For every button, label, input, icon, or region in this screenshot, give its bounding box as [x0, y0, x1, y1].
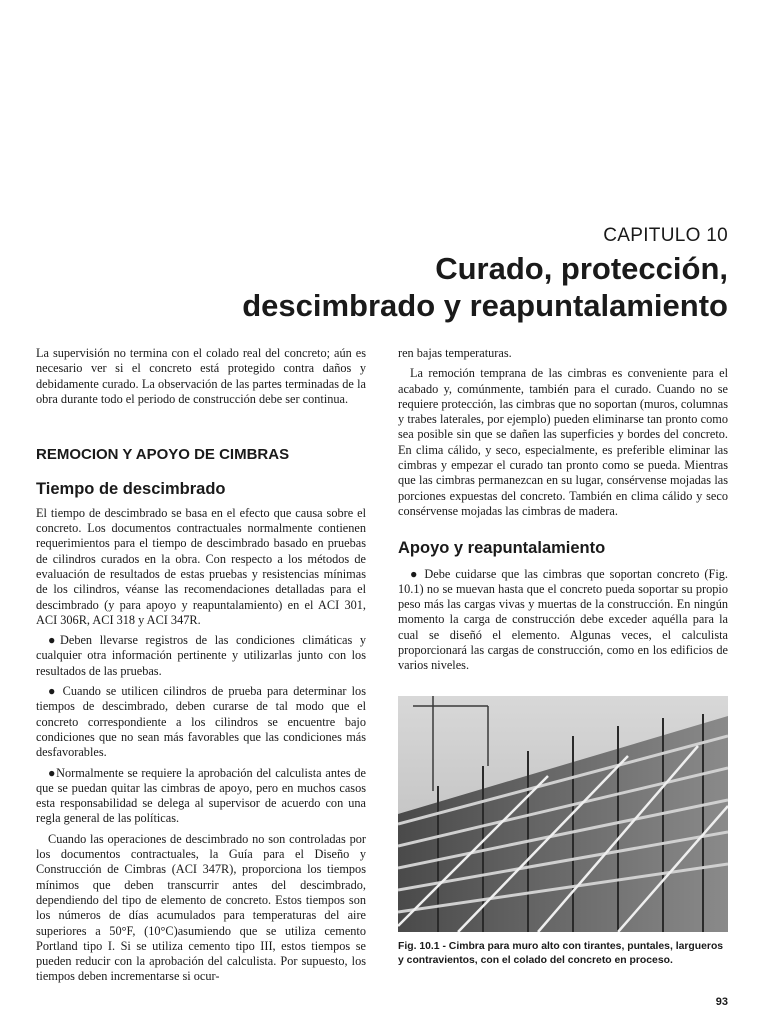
paragraph: La remoción temprana de las cimbras es conveniente para el acabado y, comúnmente, también para el curado. Cuando no se requiere protección, las cimbras que no soportan (muros, columnas y trabes laterales, por ejemplo) pueden eliminarse tan pronto como sea posible sin que se dañen las superficies y bordes del concreto. En clima cálido, y seco, especialmente, es preferible eliminar las cimbras y empezar el curado tan pronto como se pueda. Mientras que las cimbras permanezcan en su lugar, consérvense mojadas las porciones expuestas del concreto. También en clima cálido y seco consérvense mojadas las cimbras de madera.	[398, 366, 728, 518]
subheading-apoyo: Apoyo y reapuntalamiento	[398, 539, 606, 558]
figure-caption: Fig. 10.1 - Cimbra para muro alto con tirantes, puntales, largueros y contravientos, con el colado del concreto en proceso.	[398, 941, 724, 966]
formwork-photo-illustration	[398, 696, 728, 932]
figure-photo	[398, 696, 728, 932]
chapter-title-line-1: Curado, protección,	[435, 251, 728, 286]
bullet-paragraph: ● Cuando se utilicen cilindros de prueba para determinar los tiempos de descimbrado, deben curarse de tal modo que el concreto correspondiente a los cilindros se encuentre bajo condiciones que no sean más favorables que las condiciones más desfavorables.	[36, 684, 366, 760]
left-column	[36, 346, 366, 985]
bullet-paragraph: ● Debe cuidarse que las cimbras que soportan concreto (Fig. 10.1) no se muevan hasta que el concreto pueda soportar su propio peso más las cargas vivas y muertas de la construcción. En ningún momento la carga de construcción debe exceder aquélla para la cual se diseñó el elemento. Algunas veces, el calculista proporcionará las cargas de construcción, como en los edificios de varios niveles.	[398, 566, 728, 673]
chapter-title	[128, 250, 728, 324]
subheading-descimbrado: Tiempo de descimbrado	[36, 480, 226, 499]
bullet-paragraph: ●Normalmente se requiere la aprobación del calculista antes de que se puedan quitar las cimbras de apoyo, pero en muchos casos esta responsabilidad se delega al supervisor de acuerdo con una regla general de las políticas.	[36, 765, 366, 826]
bullet-paragraph: ●Deben llevarse registros de las condiciones climáticas y cualquier otra información pertinente y utilizarlas junto con los resultados de las pruebas.	[36, 633, 366, 678]
paragraph: El tiempo de descimbrado se basa en el efecto que causa sobre el concreto. Los documentos contractuales normalmente contienen requerimientos para el tiempo de descimbrado basado en pruebas de cilindros curados en la obra. Con respecto a los métodos de evaluación de resultados de estas pruebas y resistencias mínimas de los cilindros, véanse las recomendaciones detalladas para el descimbrado (y para apoyo y reapuntalamiento) en el ACI 301, ACI 306R, ACI 318 y ACI 347R.	[36, 505, 366, 627]
intro-paragraph: La supervisión no termina con el colado real del concreto; aún es necesario ver si el concreto está protegido contra daños y debidamente curado. La observación de las partes terminadas de la obra durante todo el periodo de construcción debe ser continua.	[36, 346, 366, 406]
chapter-title-line-2: descimbrado y reapuntalamiento	[242, 288, 728, 323]
section-heading: REMOCION Y APOYO DE CIMBRAS	[36, 446, 290, 464]
chapter-label: CAPITULO 10	[603, 225, 728, 246]
paragraph-continuation: ren bajas temperaturas.	[398, 346, 512, 360]
right-column	[398, 346, 728, 674]
paragraph: Cuando las operaciones de descimbrado no son controladas por los documentos contractuales, la Guía para el Diseño y Construcción de Cimbras (ACI 347R), proporciona los tiempos mínimos que deben transcurrir antes del descimbrado, dependiendo del tipo de elemento de concreto. Estos tiempos son los números de días acumulados para temperaturas del aire superiores a 50°F, (10°C)asumiendo que se utiliza cemento Portland tipo I. Si se utiliza cemento tipo III, estos tiempos se pueden reducir con la aprobación del calculista. Por supuesto, los tiempos deben incrementarse si ocur-	[36, 831, 366, 984]
page-number: 93	[715, 996, 728, 1008]
